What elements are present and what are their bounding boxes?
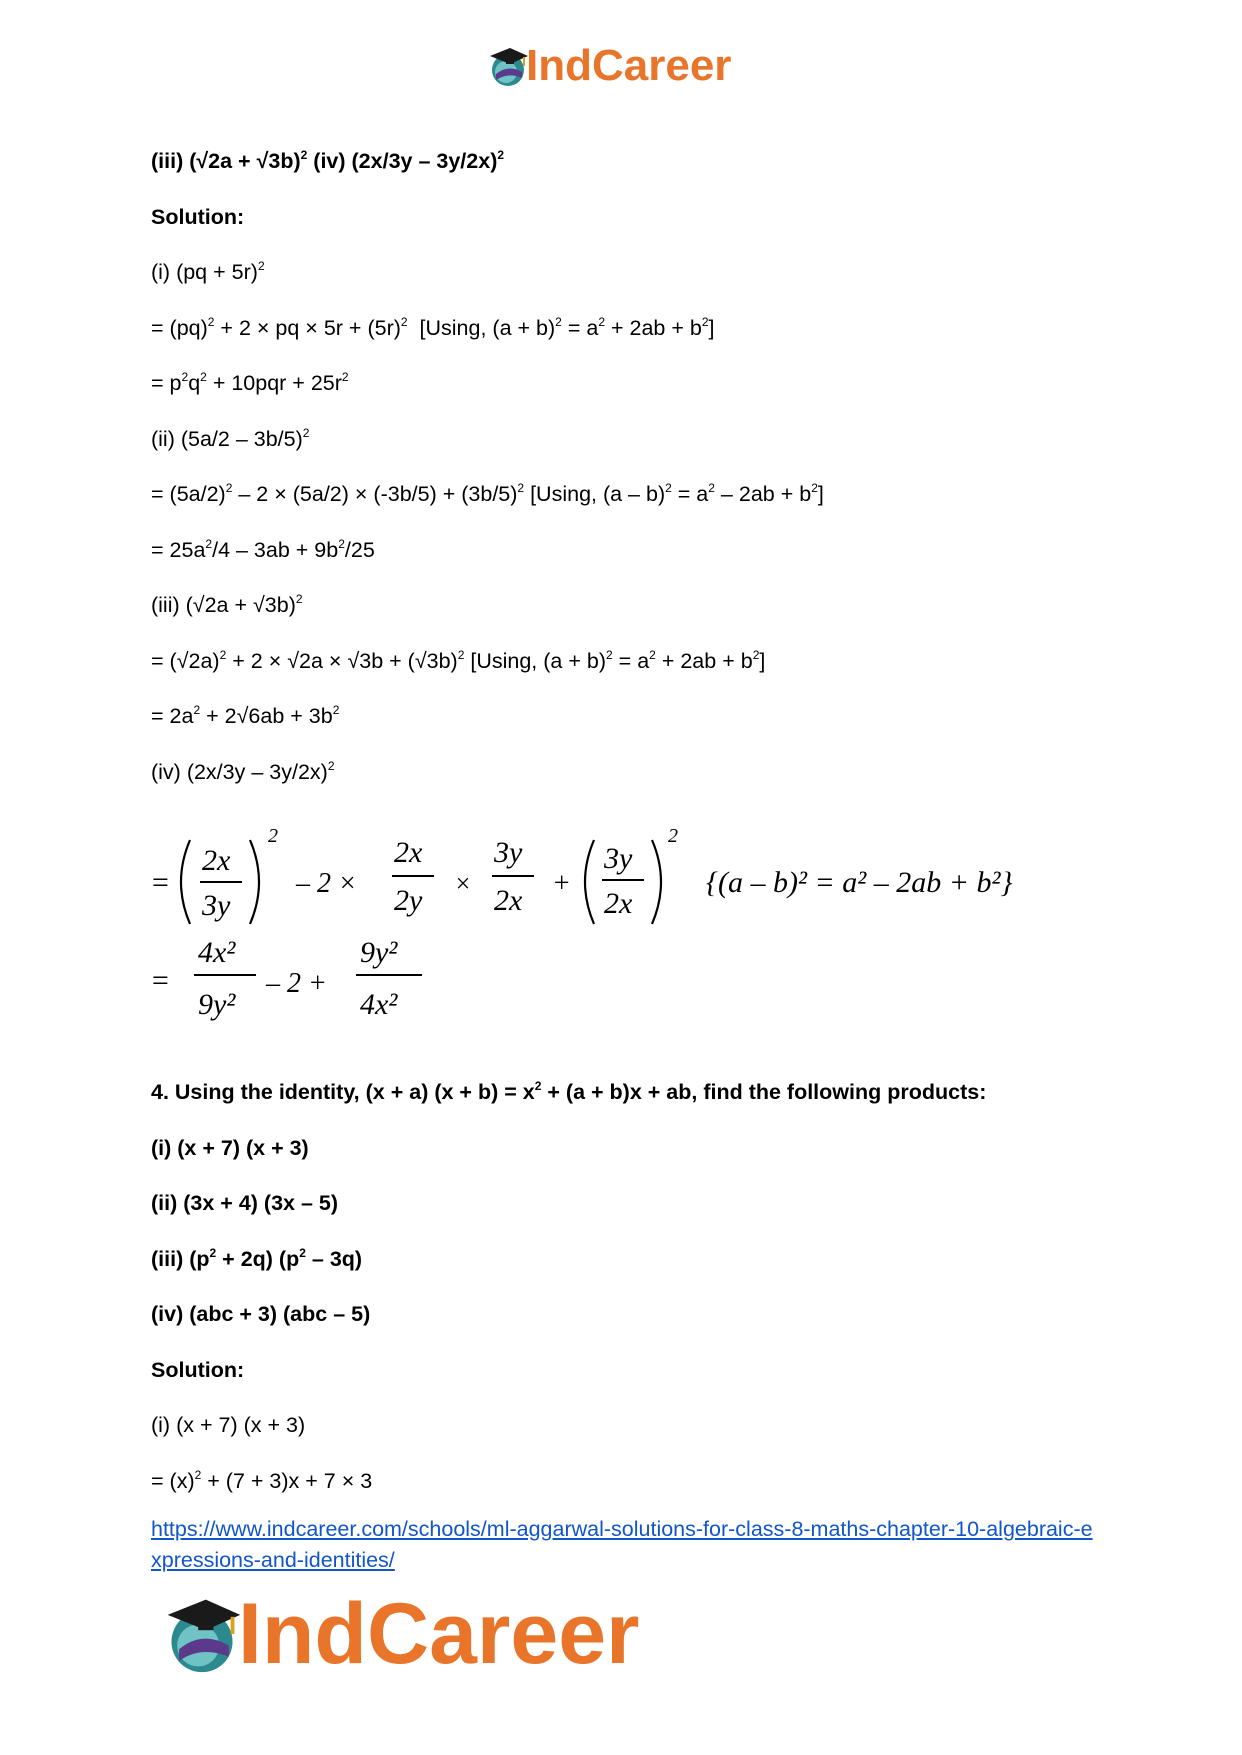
graduation-globe-icon bbox=[160, 1592, 244, 1676]
row2-frac1-den: 9y² bbox=[198, 988, 236, 1021]
identity-note: {(a – b)² = a² – 2ab + b²} bbox=[706, 866, 1013, 899]
math-eq: = bbox=[150, 866, 171, 899]
minus-two-times: – 2 × bbox=[296, 868, 357, 899]
text-line: = (pq)$^2$ + 2 × pq × $5r + (5r)^2$ [Using, $(a + b)^2 = a^2 + 2ab + b^2$] bbox=[151, 315, 715, 340]
frac3-num: 3y bbox=[494, 836, 523, 869]
text-line: (iii) $(p^2 + 2q)$ $(p^2 - 3q)$ bbox=[151, 1246, 363, 1271]
text-line: = $25a^2/4 - 3ab + 9b^2/25$ bbox=[151, 537, 375, 562]
plus-sign: + bbox=[552, 868, 571, 899]
frac4-num: 3y bbox=[604, 842, 633, 875]
frac2-num: 2x bbox=[394, 836, 423, 869]
frac4-den: 2x bbox=[604, 887, 633, 920]
row2-frac2-den: 4x² bbox=[360, 988, 398, 1021]
text-line: Solution: bbox=[151, 1358, 245, 1382]
frac3-den: 2x bbox=[494, 884, 523, 917]
text-line: Solution: bbox=[151, 205, 245, 229]
exp4: 2 bbox=[668, 825, 678, 847]
text-line: = $p^2q^2 + 10pqr + 25r^2$ bbox=[151, 370, 349, 395]
source-link[interactable]: https://www.indcareer.com/schools/ml-aggarwal-solutions-for-class-8-maths-chapter-10-algebraic-expressions-and-identities/ bbox=[151, 1517, 1093, 1572]
math-eq-2: = bbox=[150, 964, 171, 997]
exp1: 2 bbox=[268, 825, 278, 847]
times-sign: × bbox=[454, 869, 472, 898]
text-line: = $(√2a)^2 + 2 \times √2a \times √3b + (√3b)^2$ [Using, $(a + b)^2 = a^2 + 2ab + b^2$] bbox=[151, 648, 766, 673]
text-line: 4. Using the identity, (x + a) $(x + b) = x^2 + (a + b)x$ + ab, find the following products: bbox=[151, 1079, 987, 1104]
text-line: = $(x)^2 + (7 + 3)x + 7 \times 3$ bbox=[151, 1468, 373, 1493]
text-line: = $2a^2 + 2√6ab + 3b^2$ bbox=[151, 703, 340, 728]
frac2-den: 2y bbox=[394, 884, 423, 917]
text-line: = $(5a/2)^2 - 2 \times (5a/2) \times (-3b/5) + (3b/5)^2$ [Using, $(a - b)^2 = a^2 - 2ab + b^2$] bbox=[151, 481, 824, 506]
math-expression-image bbox=[150, 820, 1110, 1040]
row2-mid: – 2 + bbox=[266, 968, 327, 999]
logo-text: IndCareer bbox=[238, 1585, 640, 1682]
row2-frac2-num: 9y² bbox=[360, 936, 398, 969]
logo-text: IndCareer bbox=[526, 41, 732, 90]
text-line: (iii) $(√2a + √3b)^2$ (iv) (2x/3y – 3y/2x)$^2$ bbox=[151, 148, 505, 173]
text-line: (ii) (3x + 4) (3x – 5) bbox=[151, 1191, 339, 1215]
text-line: (i) (x + 7) (x + 3) bbox=[151, 1413, 306, 1437]
text-line: (iv) (2x/3y – 3y/2x)$^2$ bbox=[151, 759, 335, 784]
frac1-den: 3y bbox=[202, 889, 231, 922]
frac1-num: 2x bbox=[202, 844, 231, 877]
text-line: (i) (x + 7) (x + 3) bbox=[151, 1136, 309, 1160]
text-line: (iv) (abc + 3) (abc – 5) bbox=[151, 1302, 371, 1326]
text-line: (iii) $(√2a + √3b)^2$ bbox=[151, 592, 303, 617]
footer-logo bbox=[160, 1586, 640, 1682]
header-logo bbox=[486, 40, 731, 92]
row2-frac1-num: 4x² bbox=[198, 936, 236, 969]
text-line: (ii) (5a/2 – 3b/5)$^2$ bbox=[151, 426, 310, 451]
graduation-globe-icon bbox=[486, 44, 530, 88]
text-line: (i) (pq + 5r)$^2$ bbox=[151, 259, 265, 284]
